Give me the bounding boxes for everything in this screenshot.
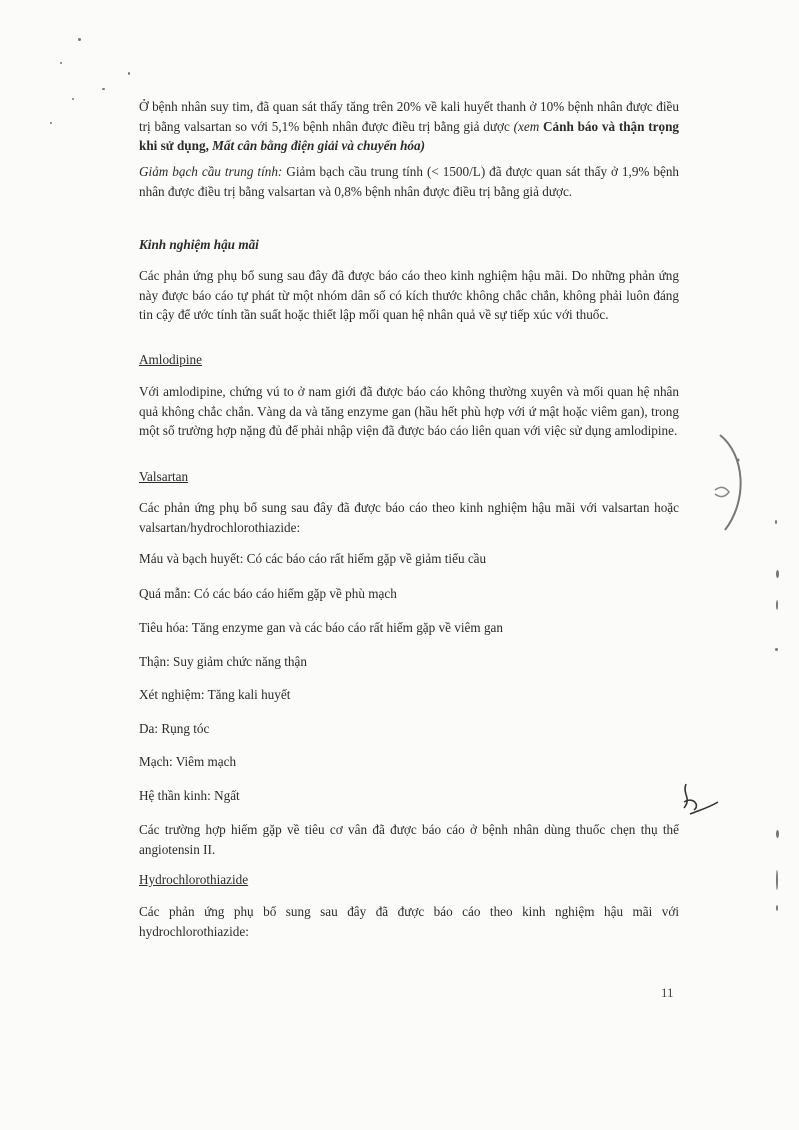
- signature-mark: [672, 780, 722, 820]
- scan-speck: [776, 600, 778, 610]
- scan-speck: [128, 72, 130, 75]
- list-item: Hệ thần kinh: Ngất: [139, 788, 240, 803]
- scan-speck: [72, 98, 74, 100]
- heading-amlodipine: Amlodipine: [139, 352, 203, 367]
- heading-valsartan: Valsartan: [139, 469, 189, 484]
- list-item: Tiêu hóa: Tăng enzyme gan và các báo cáo rất hiếm gặp về viêm gan: [139, 620, 503, 635]
- list-item: Mạch: Viêm mạch: [139, 754, 237, 769]
- p1-text: Ở bệnh nhân suy tim, đã quan sát thấy tăng trên 20% về kali huyết thanh ở 10% bệnh nhân được điều trị bằng valsartan so với 5,1% bệnh nhân được điều trị bằng giả dược: [139, 99, 679, 134]
- p2-text: Giảm bạch cầu trung tính (< 1500/L) đã được quan sát thấy ở 1,9% bệnh nhân được điều trị bằng valsartan và 0,8% bệnh nhân được điều trị bằng giả dược.: [139, 164, 680, 199]
- list-item: Xét nghiệm: Tăng kali huyết: [139, 687, 291, 702]
- paragraph-neutropenia: [139, 162, 679, 201]
- page-number: 11: [661, 985, 674, 1000]
- heading-hydrochlorothiazide: Hydrochlorothiazide: [139, 872, 249, 887]
- p1-electrolyte-ref: Mất cân bằng điện giải và chuyển hóa): [208, 138, 426, 153]
- list-item: Quá mẫn: Có các báo cáo hiếm gặp về phù mạch: [139, 586, 397, 601]
- scan-speck: [776, 905, 778, 911]
- list-item: Da: Rụng tóc: [139, 721, 210, 736]
- paragraph-amlodipine: Với amlodipine, chứng vú to ở nam giới đã được báo cáo không thường xuyên và mối quan hệ nhân quả không chắc chắn. Vàng da và tăng enzyme gan (hầu hết phù hợp với ứ mật hoặc viêm gan), trong một số trường hợp nặng đủ để phải nhập viện đã được báo cáo liên quan với việc sử dụng amlodipine.: [139, 384, 679, 438]
- paragraph-hctz-intro: Các phản ứng phụ bổ sung sau đây đã được báo cáo theo kinh nghiệm hậu mãi với hydrochlorothiazide:: [139, 904, 679, 939]
- paragraph-postmarketing-intro: Các phản ứng phụ bổ sung sau đây đã được báo cáo theo kinh nghiệm hậu mãi. Do những phản ứng này được báo cáo tự phát từ một nhóm dân số có kích thước không chắc chắn, không phải luôn đáng tin cậy để ước tính tần suất hoặc thiết lập mối quan hệ nhân quả về sự tiếp xúc với thuốc.: [139, 268, 679, 322]
- scan-speck: [775, 648, 778, 651]
- scan-speck: [776, 830, 779, 838]
- scan-speck: [78, 38, 81, 41]
- stamp-mark: [700, 430, 760, 540]
- scan-speck: [776, 570, 779, 578]
- list-item: Máu và bạch huyết: Có các báo cáo rất hiếm gặp về giảm tiểu cầu: [139, 551, 487, 566]
- scan-speck: [102, 88, 105, 90]
- heading-postmarketing: Kinh nghiệm hậu mãi: [139, 237, 259, 252]
- scan-speck: [775, 520, 777, 524]
- p2-label: Giảm bạch cầu trung tính:: [139, 164, 283, 179]
- p1-warnings-ref: Cảnh báo và thận trọng khi sử dụng,: [139, 118, 679, 153]
- p1-see: (xem: [513, 118, 544, 134]
- paragraph-valsartan-intro: Các phản ứng phụ bổ sung sau đây đã được báo cáo theo kinh nghiệm hậu mãi với valsartan hoặc valsartan/hydrochlorothiazide:: [139, 500, 679, 535]
- paragraph-heart-failure: [139, 97, 679, 156]
- list-item: Thận: Suy giảm chức năng thận: [139, 654, 307, 669]
- scan-speck: [776, 870, 778, 890]
- scan-speck: [50, 122, 52, 124]
- scan-speck: [60, 62, 62, 64]
- paragraph-rhabdomyolysis: Các trường hợp hiếm gặp về tiêu cơ vân đã được báo cáo ở bệnh nhân dùng thuốc chẹn thụ thể angiotensin II.: [139, 822, 679, 857]
